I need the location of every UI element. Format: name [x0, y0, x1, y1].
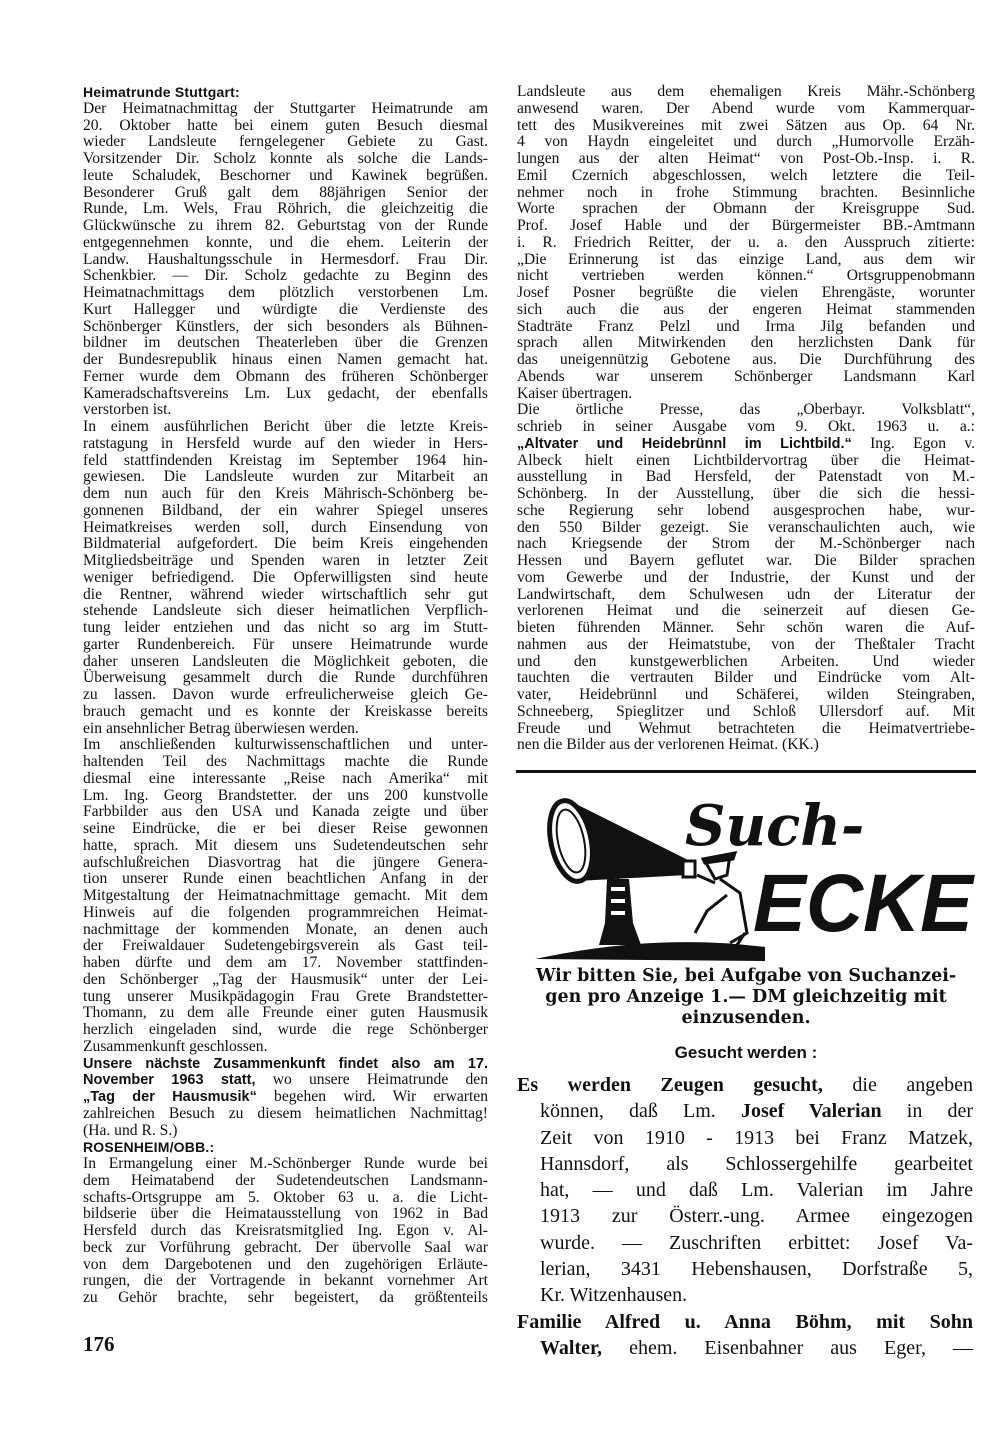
- text-line: Besonderer Gruß galt dem 88jährigen Senior der: [83, 183, 488, 201]
- text-line: Landsleute aus dem ehemaligen Kreis Mähr.-Schönberg: [517, 83, 975, 100]
- text-line: zu Gehör brachte, sehr begeistert, da größtenteils: [83, 1289, 488, 1306]
- text-line: Schönberg. In der Ausstellung, über die sich die hessi-: [517, 485, 975, 502]
- text-line: bieten führenden Männer. Sehr schön waren die Auf-: [517, 619, 975, 636]
- paragraph: [83, 1056, 488, 1140]
- tower-icon: [599, 873, 641, 945]
- text-line: Bildmaterial aufgefordert. Die beim Kreis eingehenden: [83, 535, 488, 553]
- text-line: Der Heimatnachmittag der Stuttgarter Heimatrunde am: [83, 99, 488, 117]
- left-column: [83, 84, 488, 1307]
- text-line: ratstagung in Hersfeld wurde auf den wieder in Hers-: [83, 434, 488, 452]
- text-line: haltenden Teil des Nachmittags machte die Runde: [83, 753, 488, 770]
- text-line: tett des Musikvereines mit zwei Sätzen aus Op. 64 Nr.: [517, 116, 975, 134]
- text-line: Vorsitzender Dir. Scholz konnte als solche die Lands-: [83, 150, 488, 167]
- text-line: tauchten die vertrauten Bilder und Eindrücke vom Alt-: [517, 669, 975, 687]
- paragraph: [83, 737, 488, 1055]
- text-line: [517, 1072, 973, 1098]
- logo-title-script: Such-: [685, 793, 865, 859]
- text-line: Albeck hielt einen Lichtbildervortrag über die Heimat-: [517, 451, 975, 469]
- text-line: zu lassen. Davon wurde erfreulicherweise gleich Ge-: [83, 686, 488, 703]
- text-line: Mitgliedsbeiträge und Spenden waren in letzter Zeit: [83, 552, 488, 569]
- text-line: 4 von Haydn eingeleitet und durch „Humorvolle Erzäh-: [517, 133, 975, 151]
- text-line: tung leider entziehen und das nicht so arg im Stutt-: [83, 619, 488, 636]
- text-line: und den kunstgewerblichen Arbeiten. Und wieder: [517, 652, 975, 670]
- paragraph: [83, 101, 488, 419]
- text-line: Thomann, zu dem alle Freunde einer guten Hausmusik: [83, 1004, 488, 1022]
- text-line: daher unseren Landsleuten die Möglichkeit geboten, die: [83, 652, 488, 670]
- bold-text: Walter,: [540, 1336, 603, 1359]
- text-line: bildserie über die Heimatausstellung von 1962 in Bad: [83, 1205, 488, 1223]
- paragraph: [83, 1156, 488, 1307]
- text-line: nach Kriegsende der Strom der M.-Schönberger nach: [517, 535, 975, 553]
- text-line: tung unserer Musikpädagogin Frau Grete Brandstetter-: [83, 987, 488, 1005]
- text-line: hatte, sprach. Mit diesem uns Sudetendeutschen sehr: [83, 836, 488, 854]
- text-line: nahmen aus der Heimatstube, von der Theßtaler Tracht: [517, 635, 975, 653]
- text-line: Josef Posner begrüßte die vielen Ehrengäste, worunter: [517, 284, 975, 301]
- text-span: ehem. Eisenbahner aus Eger, —: [602, 1336, 973, 1359]
- text-line: Worte sprachen der Obmann der Kreisgruppe Sud.: [517, 200, 975, 218]
- text-line: Schneeberg, Spieglitzer und Schloß Ullersdorf auf. Mit: [517, 702, 975, 720]
- right-column: [517, 84, 975, 754]
- text-line: Schenkbier. — Dir. Scholz gedachte zu Beginn des: [83, 267, 488, 285]
- text-line: Kr. Witzenhausen.: [540, 1284, 688, 1307]
- text-line: Farbbilder aus den USA und Kanada zeigte und über: [83, 803, 488, 821]
- text-line: sche Regierung sehr lobend ausgesprochen habe, wur-: [517, 501, 975, 519]
- text-line: seine Eindrücke, die er bei dieser Reise gewonnen: [83, 820, 488, 837]
- paragraph: [83, 419, 488, 737]
- text-line: Im anschließenden kulturwissenschaftlichen und unter-: [83, 736, 488, 754]
- text-line: verlorenen Heimat und die seinerzeit auf diesen Ge-: [517, 602, 975, 620]
- section-heading: Heimatrunde Stuttgart:: [83, 84, 240, 100]
- text-line: Zusammenkunft geschlossen.: [83, 1037, 268, 1055]
- bold-text: Es werden Zeugen gesucht,: [517, 1074, 823, 1096]
- hiker-figure-icon: [695, 853, 751, 951]
- text-line: Schönberger Künstlers, der sich besonders als Bühnen-: [83, 317, 488, 335]
- text-line: [83, 1089, 488, 1106]
- text-span: die angeben: [822, 1074, 973, 1096]
- text-line: rungen, die der Vortragende in bekannt vornehmer Art: [83, 1272, 488, 1290]
- text-line: weniger befriedigend. Die Opferwilligsten sind heute: [83, 568, 488, 586]
- page-number: 176: [83, 1332, 115, 1356]
- text-line: ausstellung in Bad Hersfeld, der Patenstadt von M.-: [517, 468, 975, 486]
- text-line: haben dürfte und dem am 17. November stattfinden-: [83, 954, 488, 971]
- text-line: das uneigennützig Gebotene aus. Die Durchführung des: [517, 351, 975, 368]
- text-line: Ferner wurde dem Obmann des früheren Schönberger: [83, 367, 488, 385]
- text-line: Hannsdorf, als Schlossergehilfe gearbeitet: [540, 1152, 973, 1175]
- paragraph: [517, 402, 975, 754]
- text-line: Runde, Lm. Wels, Frau Röhrich, die gleichzeitig die: [83, 200, 488, 218]
- text-line: den 550 Bilder gezeigt. Sie veranschaulichten auch, wie: [517, 518, 975, 536]
- text-line: In einem ausführlichen Bericht über die letzte Kreis-: [83, 418, 488, 435]
- text-line: nachmittage der kommenden Monate, an denen auch: [83, 920, 488, 938]
- search-entry: [517, 1072, 973, 1309]
- text-span: begehen wird. Wir erwarten: [256, 1088, 488, 1105]
- text-line: dem nun auch für den Kreis Mährisch-Schönberg be-: [83, 485, 488, 502]
- text-line: In Ermangelung einer M.-Schönberger Runde wurde bei: [83, 1155, 488, 1172]
- text-line: verstorben ist.: [83, 401, 172, 419]
- text-line: Heimatkreises werden soll, durch Einsendung von: [83, 518, 488, 536]
- text-line: ein ansehnlicher Betrag überwiesen werden.: [83, 719, 359, 737]
- text-line: i. R. Friedrich Reitter, der u. a. den Ausspruch zitierte:: [517, 233, 975, 251]
- bold-text: „Tag der Hausmusik“: [83, 1089, 257, 1105]
- text-line: Überweisung gesammelt durch die Runde durchführen: [83, 669, 488, 687]
- text-line: nehmer noch in frohe Stimmung brachten. Besinnliche: [517, 183, 975, 201]
- text-line: Hessen und Bayern geflutet war. Die Bilder sprachen: [517, 552, 975, 569]
- text-line: Landw. Haushaltungsschule in Hermesdorf. Frau Dir.: [83, 250, 488, 268]
- text-line: [540, 1335, 973, 1361]
- text-line: nen die Bilder aus der verlorenen Heimat. (KK.): [517, 736, 819, 754]
- text-line: Die örtliche Presse, das „Oberbayr. Volksblatt“,: [517, 401, 975, 419]
- text-line: schrieb in seiner Ausgabe vom 9. Okt. 1963 u. a.:: [517, 418, 975, 435]
- text-line: Prof. Josef Hable und der Bürgermeister BB.-Amtmann: [517, 217, 975, 234]
- text-line: Mitgestaltung der Heimatnachmittage gemacht. Mit dem: [83, 887, 488, 904]
- text-line: nicht vertrieben werden können.“ Ortsgruppenobmann: [517, 267, 975, 285]
- text-line: aufschlußreichen Diasvortrag hat die jüngere Genera-: [83, 853, 488, 871]
- text-line: dem Heimatabend der Sudetendeutschen Landsmann-: [83, 1171, 488, 1189]
- text-line: die Rentner, während wieder wirtschaftlich sehr gut: [83, 585, 488, 603]
- section-divider: [516, 770, 976, 773]
- text-line: tion unserer Runde einen beachtlichen Anfang in der: [83, 870, 488, 888]
- notice-line: einzusenden.: [681, 1008, 811, 1028]
- text-line: wurde. — Zuschriften erbittet: Josef Va-: [540, 1231, 973, 1254]
- text-line: von dem Dargebotenen und den zugehörigen Erläute-: [83, 1255, 488, 1273]
- text-line: [83, 1056, 488, 1073]
- text-line: gonnenen Bildband, der ein wahrer Spiegel unseres: [83, 501, 488, 519]
- paragraph: [517, 84, 975, 402]
- logo-title-block: ECKE: [753, 858, 976, 949]
- text-line: sich auch die aus der engeren Heimat stammenden: [517, 300, 975, 318]
- search-entry: [517, 1309, 973, 1362]
- notice-line: Wir bitten Sie, bei Aufgabe von Suchanzei-: [535, 966, 957, 986]
- text-line: Hersfeld durch das Kreisratsmitglied Ing. Egon v. Al-: [83, 1222, 488, 1239]
- text-line: Freude und Wehmut betrachteten die Heimatvertriebe-: [517, 719, 975, 737]
- text-line: feld stattfindenden Kreistag im September 1964 hin-: [83, 451, 488, 469]
- section-title: Gesucht werden :: [674, 1043, 818, 1062]
- text-line: wieder Landsleute ferngelegener Gebiete zu Gast.: [83, 133, 488, 151]
- text-line: leute Schaludek, Beschorner und Kawinek begrüßen.: [83, 166, 488, 184]
- text-line: der Bundesrepublik hinaus einen Namen gemacht hat.: [83, 351, 488, 368]
- bold-text: November 1963 statt,: [83, 1072, 256, 1089]
- hill-shape: [535, 942, 765, 961]
- text-line: der Freiwaldauer Sudetengebirgsverein als Gast teil-: [83, 937, 488, 955]
- text-span: Ing. Egon v.: [851, 434, 975, 452]
- bold-text: Familie Alfred u. Anna Böhm, mit Sohn: [517, 1310, 973, 1333]
- text-line: Glückwünsche zu ihrem 82. Geburtstag von der Runde: [83, 217, 488, 234]
- text-line: brauch gemacht und es konnte der Kreiskasse bereits: [83, 702, 488, 720]
- text-line: herzlich eingeladen sind, wurde die rege Schönberger: [83, 1021, 488, 1038]
- text-line: 20. Oktober hatte bei einem guten Besuch diesmal: [83, 116, 488, 134]
- text-span: können, daß Lm.: [540, 1100, 741, 1123]
- such-ecke-logo: [515, 783, 980, 963]
- text-line: den Schönberger „Tag der Hausmusik“ unter der Lei-: [83, 970, 488, 988]
- text-line: [517, 1309, 973, 1335]
- text-line: Hinweis auf die folgenden programmreichen Heimat-: [83, 903, 488, 921]
- section-heading: ROSENHEIM/OBB.:: [83, 1139, 215, 1156]
- text-line: sprach allen Mitwirkenden den herzlichsten Dank für: [517, 334, 975, 352]
- text-line: zahlreichen Besuch zu diesem heimatlichen Nachmittag!: [83, 1104, 488, 1122]
- text-line: „Die Erinnerung ist das einzige Land, aus dem wir: [517, 250, 975, 268]
- text-line: diesmal eine interessante „Reise nach Amerika“ mit: [83, 769, 488, 787]
- text-line: bildner im deutschen Theaterleben über die Grenzen: [83, 334, 488, 352]
- text-line: [517, 436, 975, 453]
- text-line: Landwirtschaft, dem Schulwesen udn der Literatur der: [517, 585, 975, 603]
- text-line: Emil Czernich abgeschlossen, welch letztere die Teil-: [517, 166, 975, 184]
- text-line: 1913 zur Österr.-ung. Armee eingezogen: [540, 1205, 973, 1228]
- text-line: Stadträte Franz Pelzl und Irma Jilg befanden und: [517, 317, 975, 335]
- bold-text: „Altvater und Heidebrünnl im Lichtbild.“: [517, 435, 852, 452]
- text-line: schafts-Ortsgruppe am 5. Oktober 63 u. a. die Licht-: [83, 1188, 488, 1206]
- bold-text: Josef Valerian: [740, 1100, 882, 1123]
- text-line: Abends war unserem Schönberger Landsmann Karl: [517, 367, 975, 385]
- bold-text: Unsere nächste Zusammenkunft findet also am 17.: [83, 1055, 488, 1072]
- text-line: vom Gewerbe und der Industrie, der Kunst und der: [517, 568, 975, 586]
- text-line: Kaiser übertragen.: [517, 384, 633, 402]
- text-line: beck zur Vorführung gebracht. Der übervolle Saal war: [83, 1238, 488, 1256]
- telescope-icon: [543, 797, 695, 886]
- text-line: entgegennehmen konnte, und die ehem. Leiterin der: [83, 233, 488, 251]
- text-line: stehende Landsleute sich dieser heimatlichen Verpflich-: [83, 602, 488, 620]
- search-entries: [517, 1072, 973, 1361]
- text-line: Heimatnachmittags dem plötzlich verstorbenen Lm.: [83, 284, 488, 301]
- text-line: hat, — und daß Lm. Valerian im Jahre: [540, 1179, 973, 1202]
- text-line: anwesend waren. Der Abend wurde vom Kammerquar-: [517, 99, 975, 117]
- text-line: Lm. Ing. Georg Brandstetter. der uns 200 kunstvolle: [83, 786, 488, 804]
- text-line: (Ha. und R. S.): [83, 1121, 178, 1139]
- fee-notice: [517, 966, 975, 1029]
- text-line: Kameradschaftsvereins Lm. Lux gedacht, der ebenfalls: [83, 384, 488, 402]
- text-line: Zeit von 1910 - 1913 bei Franz Matzek,: [540, 1126, 973, 1149]
- text-line: [540, 1098, 973, 1124]
- text-line: garter Rundenbereich. Für unsere Heimatrunde wurde: [83, 635, 488, 653]
- text-line: lerian, 3431 Hebenshausen, Dorfstraße 5,: [540, 1258, 973, 1281]
- text-line: lungen aus der alten Heimat“ von Post-Ob.-Insp. i. R.: [517, 150, 975, 167]
- text-line: vater, Heidebrünnl und Schäferei, wilden Steingraben,: [517, 686, 975, 703]
- text-line: gewiesen. Die Landsleute wurden zur Mitarbeit an: [83, 468, 488, 486]
- text-line: [83, 1072, 488, 1089]
- text-line: Kurt Hallegger und würdigte die Verdienste des: [83, 300, 488, 318]
- notice-line: gen pro Anzeige 1.— DM gleichzeitig mit: [545, 987, 947, 1007]
- text-span: wo unsere Heimatrunde den: [255, 1071, 488, 1089]
- text-span: in der: [881, 1100, 974, 1123]
